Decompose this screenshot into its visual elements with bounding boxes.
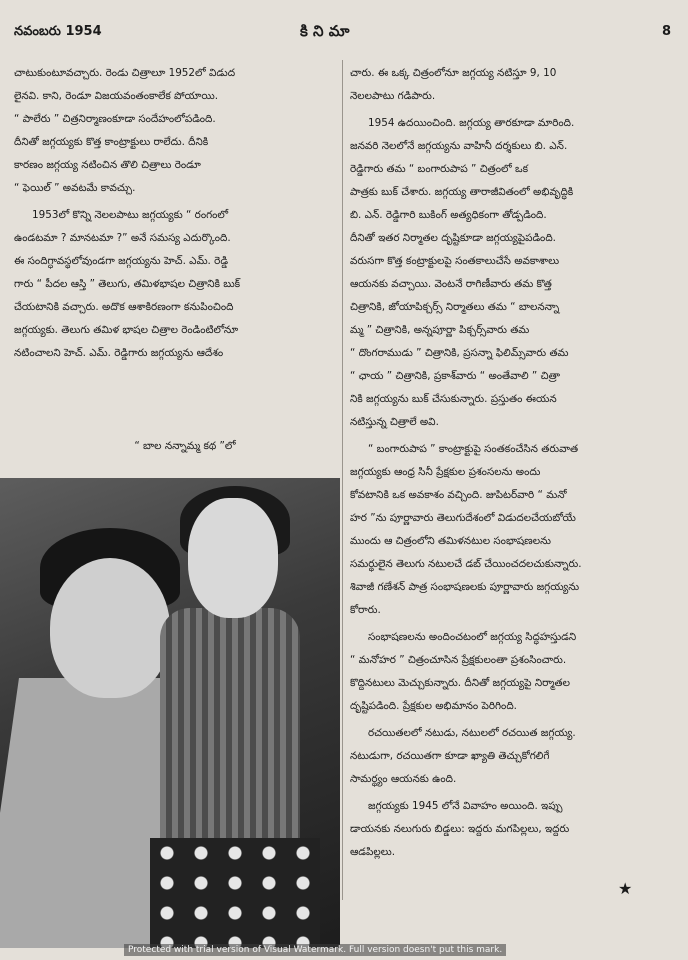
text-line: ఈ సందిగ్ధావస్థలోవుండగా జగ్గయ్యను హెచ్. ఎమ్. రెడ్డి [14, 255, 229, 267]
text-line: నటించాలని హెచ్. ఎమ్. రెడ్డిగారు జగ్గయ్యను ఆదేశం [14, 347, 224, 359]
text-line: జనవరి నెలలోనే జగ్గయ్యను వాహినీ దర్శకులు బి. ఎన్. [350, 140, 568, 152]
left-column [14, 62, 336, 369]
page-header [0, 22, 688, 46]
text-line: దృష్టిపడింది. ప్రేక్షకుల అభిమానం పెరిగింది. [350, 700, 517, 712]
right-paragraph-5 [350, 722, 672, 791]
text-line: ఆడపిల్లలు. [350, 846, 396, 858]
left-paragraph-1 [14, 62, 336, 200]
end-star-icon: ★ [618, 879, 633, 898]
film-still-photo [0, 478, 340, 948]
photo-girl-face-shape [188, 498, 278, 618]
text-line: కోవటానికి ఒక అవకాశం వచ్చింది. జుపిటర్‌వారి “ మనో [350, 489, 567, 501]
text-line: నికి జగ్గయ్యను బుక్ చేసుకున్నారు. ప్రస్తుతం ఈయన [350, 393, 557, 405]
text-line: రెడ్డిగారు తమ “ బంగారుపాప ” చిత్రంలో ఒక [350, 163, 529, 175]
right-paragraph-3 [350, 438, 672, 622]
text-line: సమర్థులైన తెలుగు నటులచే డబ్ చేయించదలచుకున్నారు. [350, 558, 582, 570]
text-line: “ ఫెయిల్ ” అవటమే కావచ్చు. [14, 182, 136, 194]
text-line: మ్మ ” చిత్రానికి, అన్నపూర్ణా పిక్చర్స్‌వారు తమ [350, 324, 530, 336]
text-line: “ బంగారుపాప ” కాంట్రాక్టుపై సంతకంచేసిన తరువాత [368, 443, 579, 455]
text-line: సామర్థ్యం ఆయనకు ఉంది. [350, 773, 457, 785]
text-line: చేయటానికి వచ్చారు. అదొక ఆశాకిరణంగా కనుపించింది [14, 301, 234, 313]
magazine-title: కి ని మా [300, 22, 350, 40]
right-column [350, 62, 672, 868]
text-line: “ పాలేరు ” చిత్రనిర్మాణంకూడా సందేహంలోపడింది. [14, 113, 216, 125]
text-line: పాత్రకు బుక్ చేశారు. జగ్గయ్య తారాజీవితంలో అభివృద్ధికి [350, 186, 574, 198]
text-line: కోరారు. [350, 604, 381, 616]
right-paragraph-2 [350, 112, 672, 434]
text-line: వరుసగా కొత్త కంట్రాక్టులపై సంతకాలుచేసే అవకాశాలు [350, 255, 560, 267]
right-paragraph-6 [350, 795, 672, 864]
page-number: 8 [662, 24, 672, 39]
text-line: బి. ఎన్. రెడ్డిగారి బుకింగ్ అత్యధికంగా తోడ్పడింది. [350, 209, 547, 221]
text-line: రచయితలలో నటుడు, నటులలో రచయిత జగ్గయ్య. [368, 727, 576, 739]
issue-date: నవంబరు 1954 [14, 24, 102, 39]
text-line: జగ్గయ్యకు. తెలుగు తమిళ భాషల చిత్రాల రెండింటిలోనూ [14, 324, 239, 336]
text-line: చారు. ఈ ఒక్క చిత్రంలోనూ జగ్గయ్య నటిస్తూ 9, 10 [350, 67, 557, 79]
text-line: జగ్గయ్యకు 1945 లోనే వివాహం అయింది. ఇప్పు [368, 800, 563, 812]
text-line: ఆయనకు వచ్చాయి. వెంటనే రాగిణీవారు తమ కొత్త [350, 278, 552, 290]
trial-watermark-notice: Protected with trial version of Visual Watermark. Full version doesn't put this mark. [124, 944, 506, 956]
left-paragraph-2 [14, 204, 336, 365]
text-line: ముందు ఆ చిత్రంలోని తమిళనటుల సంభాషణలను [350, 535, 552, 547]
text-line: దీనితో ఇతర నిర్మాతల దృష్టికూడా జగ్గయ్యపైపడింది. [350, 232, 556, 244]
photo-caption: “ బాల నన్నామ్మ కథ ”లో [134, 440, 236, 452]
right-paragraph-1 [350, 62, 672, 108]
text-line: గారు “ పీదల ఆస్తి ” తెలుగు, తమిళభాషల చిత్రానికి బుక్ [14, 278, 241, 290]
text-line: సంభాషణలను అందించటంలో జగ్గయ్య సిద్ధహస్తుడని [368, 631, 577, 643]
column-divider [342, 60, 343, 900]
text-line: డాయనకు నలుగురు బిడ్డలు: ఇద్దరు మగపిల్లలు, ఇద్దరు [350, 823, 570, 835]
photo-man-face-shape [50, 558, 170, 698]
text-line: 1954 ఉదయించింది. జగ్గయ్య తారకూడా మారింది. [368, 117, 575, 129]
text-line: చిత్రానికి, జోయాపిక్చర్స్ నిర్మాతలు తమ “ బాలనన్నా [350, 301, 560, 313]
text-line: జగ్గయ్యకు ఆంధ్ర సినీ ప్రేక్షకుల ప్రశంసలను అందు [350, 466, 541, 478]
text-line: ఉండటమా ? మానటమా ?” అనే సమస్య ఎదుర్కొంది. [14, 232, 231, 244]
text-line: దీనితో జగ్గయ్యకు కొత్త కాంట్రాక్టులు రాలేదు. దీనికి [14, 136, 209, 148]
text-line: శివాజీ గణేశన్ పాత్ర సంభాషణలకు పూర్ణావారు జగ్గయ్యను [350, 581, 580, 593]
text-line: “ దొంగరాముడు ” చిత్రానికి, ప్రసన్నా ఫిలిమ్స్‌వారు తమ [350, 347, 569, 359]
text-line: “ మనోహర ” చిత్రంచూసిన ప్రేక్షకులంతా ప్రశంసించారు. [350, 654, 567, 666]
text-line: నటిస్తున్న చిత్రాలే అవి. [350, 416, 439, 428]
text-line: చాటుకుంటూవచ్చారు. రెండు చిత్రాలూ 1952లో విడుద [14, 67, 236, 79]
text-line: కొద్దినటులు మెచ్చుకున్నారు. దీనితో జగ్గయ్యపై నిర్మాతల [350, 677, 570, 689]
text-line: “ ఛాయ ” చిత్రానికి, ప్రకాశ్‌వారు “ అంతేవాలి ” చిత్రా [350, 370, 560, 382]
text-line: లైనవి. కాని, రెండూ విజయవంతంకాలేక పోయాయి. [14, 90, 218, 102]
text-line: నటుడుగా, రచయితగా కూడా ఖ్యాతి తెచ్చుకోగలిగే [350, 750, 550, 762]
photo-dotted-skirt-shape [150, 838, 320, 948]
text-line: 1953లో కొన్ని నెలలపాటు జగ్గయ్యకు “ రంగంలో [32, 209, 229, 221]
text-line: హర ”ను పూర్ణావారు తెలుగుదేశంలో విడుదలచేయబోయే [350, 512, 576, 524]
right-paragraph-4 [350, 626, 672, 718]
text-line: నెలలపాటు గడిపారు. [350, 90, 436, 102]
text-line: కారణం జగ్గయ్య నటించిన తొలి చిత్రాలు రెండూ [14, 159, 201, 171]
